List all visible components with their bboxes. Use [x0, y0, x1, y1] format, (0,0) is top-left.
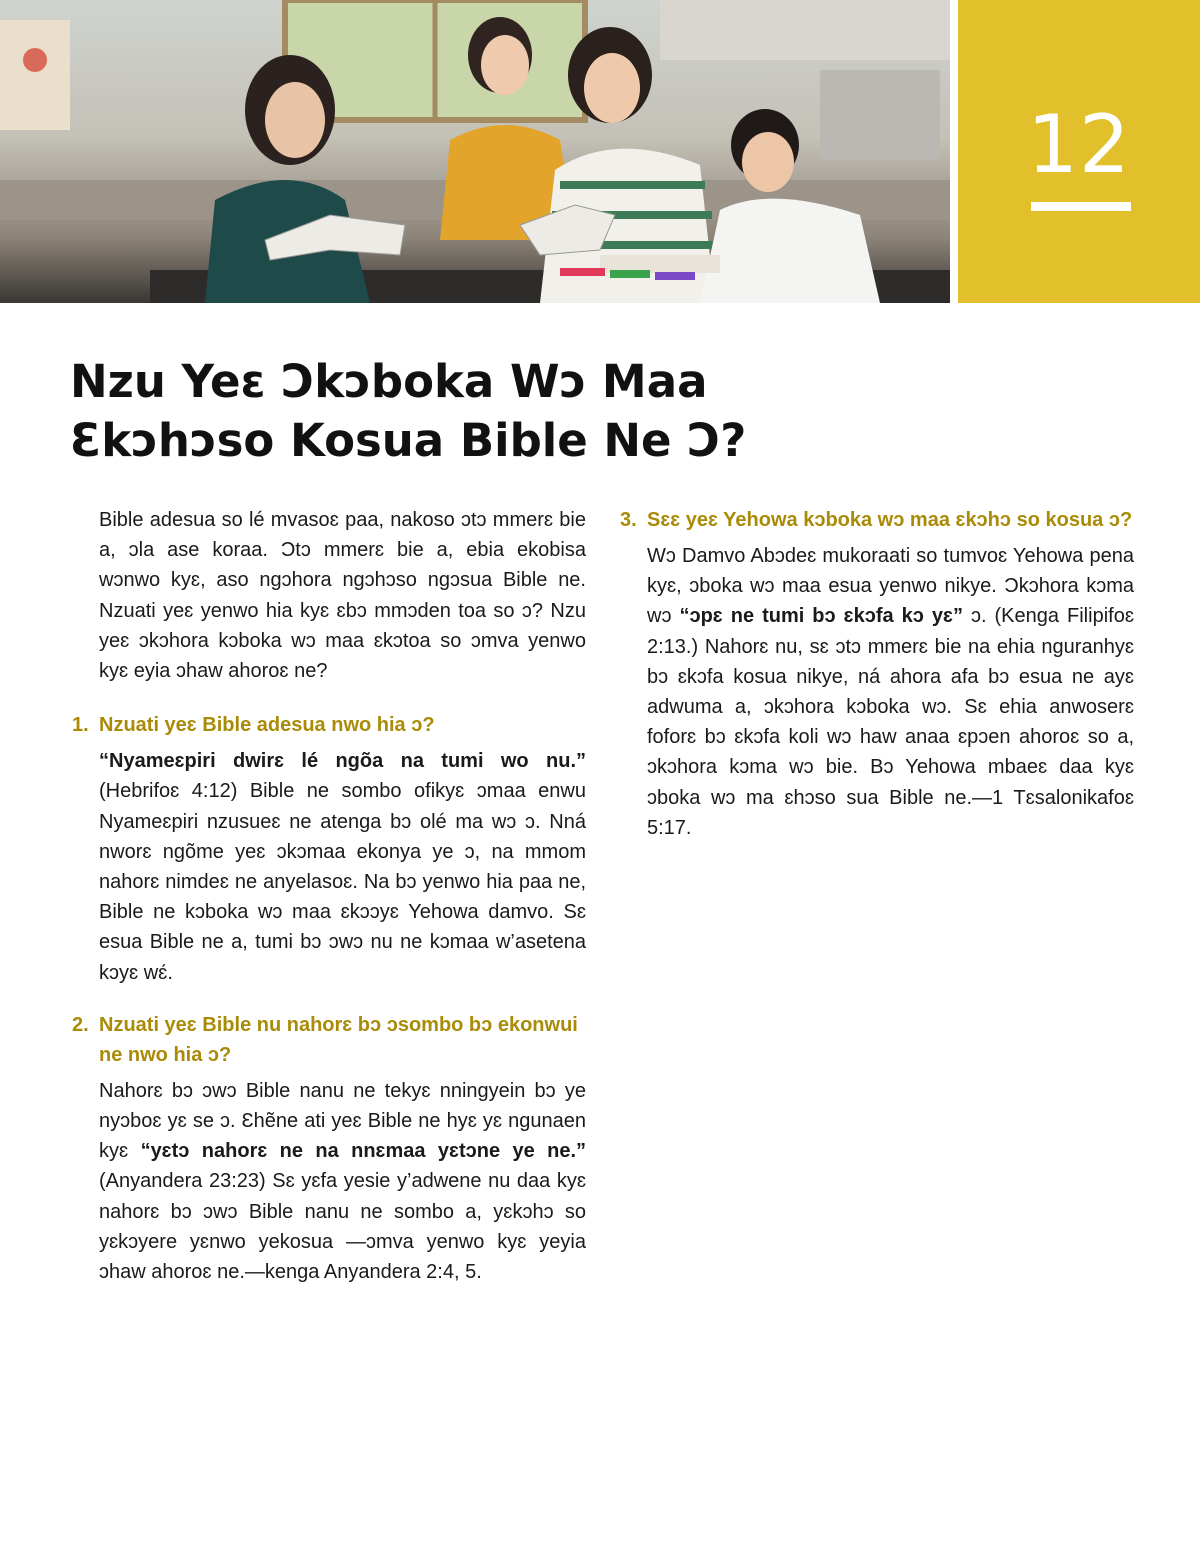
section-3-question	[620, 505, 1134, 535]
lesson-number: 12	[1027, 98, 1131, 191]
section-2-lead: Nahorɛ bɔ ɔwɔ Bible nanu ne tekyɛ nningyein bɔ ye nyɔboɛ yɛ se ɔ. Ɛhẽne ati yeɛ Bible ne hyɛ yɛ ngunaen kyɛ	[99, 1079, 586, 1163]
section-1-body: (Hebrifoɛ 4:12) Bible ne sombo ofikyɛ ɔmaa enwu Nyameɛpiri nzusueɛ ne atenga bɔ olé ma wɔ ɔ. Nná nworɛ ngõme yeɛ ɔkɔmaa ekonya ye ɔ, na mmom nahorɛ nimdeɛ ne anyelasoɛ. Na bɔ yenwo hia paa ne, Bible ne kɔboka wɔ maa ɛkɔɔyɛ Yehowa damvo. Sɛ esua Bible ne a, tumi bɔ ɔwɔ nu ne kɔmaa w’asetena kɔyɛ wɛ́.	[99, 780, 586, 984]
section-3-lead: Wɔ Damvo Abɔdeɛ mukoraati so tumvoɛ Yehowa pena kyɛ, ɔboka wɔ maa esua yenwo nikye. Ɔkɔhora kɔma wɔ	[647, 545, 1134, 628]
right-column	[620, 505, 1134, 865]
section-1-number: 1.	[72, 714, 89, 737]
section-1-question	[72, 710, 586, 740]
section-2-number: 2.	[72, 1013, 89, 1036]
intro-paragraph: Bible adesua so lé mvasoɛ paa, nakoso ɔtɔ mmerɛ bie a, ɔla ase koraa. Ɔtɔ mmerɛ bie a, ebia ekobisa wɔnwo kyɛ, aso ngɔhora ngɔhɔso ngɔsua Bible ne. Nzuati yeɛ yenwo hia kyɛ ɛbɔ mmɔden toa so ɔ? Nzu yeɛ ɔkɔhora kɔboka wɔ maa ɛkɔtoa so ɔmva yenwo kyɛ eyia ɔhaw ahoroɛ ne?	[99, 509, 586, 683]
lesson-underline	[1031, 202, 1131, 211]
section-3-answer	[647, 541, 1134, 843]
family-studying-illustration	[0, 0, 950, 303]
title-line-2: Ɛkɔhɔso Kosua Bible Ne Ɔ?	[70, 414, 747, 467]
header-photo	[0, 0, 950, 303]
section-3-question-text: Sɛɛ yeɛ Yehowa kɔboka wɔ maa ɛkɔhɔ so kosua ɔ?	[647, 509, 1133, 531]
section-3-quote: “ɔpɛ ne tumi bɔ ɛkɔfa kɔ yɛ”	[679, 605, 963, 628]
page-title	[70, 352, 830, 470]
section-1-answer	[99, 746, 586, 988]
section-1-question-text: Nzuati yeɛ Bible adesua nwo hia ɔ?	[99, 714, 435, 737]
section-1	[72, 710, 586, 988]
title-line-1: Nzu Yeɛ Ɔkɔboka Wɔ Maa	[70, 355, 708, 408]
section-2-question	[72, 1010, 586, 1070]
section-2	[72, 1010, 586, 1287]
lesson-number-tab	[958, 0, 1200, 303]
section-3-number: 3.	[620, 509, 637, 531]
section-2-question-text: Nzuati yeɛ Bible nu nahorɛ bɔ ɔsombo bɔ ekonwui ne nwo hia ɔ?	[99, 1013, 578, 1066]
section-2-answer	[99, 1076, 586, 1287]
section-2-body: (Anyandera 23:23) Sɛ yɛfa yesie y’adwene nu daa kyɛ nahorɛ bɔ ɔwɔ Bible nanu ne sombo a, yɛkɔhɔ so yɛkɔyere yɛnwo yekosua —ɔmva yenwo kyɛ yeyia ɔhaw ahoroɛ ne.—kenga Anyandera 2:4, 5.	[99, 1170, 586, 1284]
section-2-quote: “yɛtɔ nahorɛ ne na nnɛmaa yɛtɔne ye ne.”	[140, 1140, 587, 1163]
section-3	[620, 505, 1134, 843]
section-1-quote: “Nyameɛpiri dwirɛ lé ngõa na tumi wo nu.”	[99, 750, 586, 773]
section-3-body: ɔ. (Kenga Filipifoɛ 2:13.) Nahorɛ nu, sɛ ɔtɔ mmerɛ bie na ehia nguranhyɛ bɔ ɛkɔfa kosua nikye, ná ahora afa bɔ esua ne ayɛ adwuma a, ɔkɔhora kɔboka wɔ. Sɛ ehia anwoserɛ foforɛ bɔ ɛkɔfa koli wɔ haw anaa ɛpɔen ahoroɛ so a, ɔkɔhora kɔma wɔ bie. Bɔ Yehowa mbaeɛ daa kyɛ ɔboka wɔ ma ɛhɔso sua Bible ne.—1 Tɛsalonikafoɛ 5:17.	[647, 605, 1134, 839]
left-column	[72, 505, 586, 1309]
